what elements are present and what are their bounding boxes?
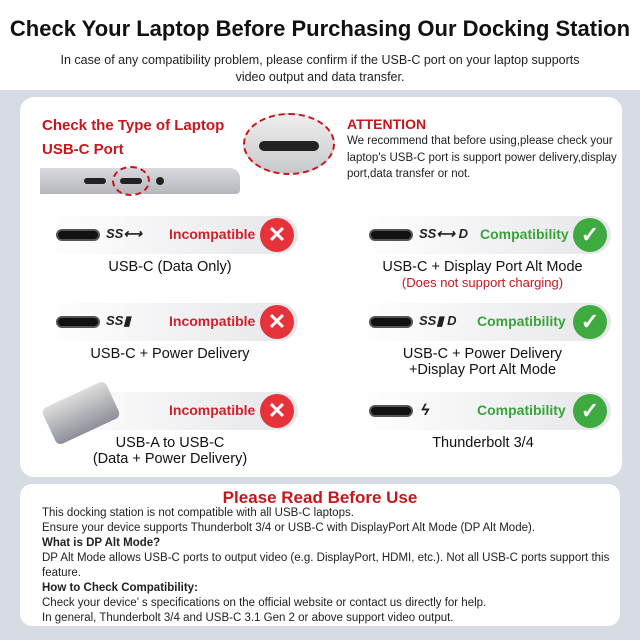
check-heading	[42, 114, 224, 162]
attention-body: We recommend that before using,please check your laptop's USB-C port is support power delivery,display port,data transfer or not.	[347, 135, 617, 180]
card-usb-c-data	[42, 216, 298, 254]
thunderbolt-icon: ϟ	[421, 402, 430, 419]
notice-line: Ensure your device supports Thunderbolt 3/4 or USB-C with DisplayPort Alt Mode (DP Alt Mode).	[42, 522, 536, 534]
port-icon	[259, 141, 319, 151]
card-label	[340, 259, 625, 291]
card-label: USB-C + Power Delivery	[90, 346, 250, 362]
card-usb-c-dp	[355, 216, 611, 254]
notice-subheading: What is DP Alt Mode?	[42, 537, 161, 549]
highlight-circle	[112, 166, 150, 196]
status-label: Incompatible	[169, 313, 256, 329]
x-icon: ✕	[260, 218, 294, 252]
card-note: +Display Port Alt Mode	[408, 362, 557, 378]
check-icon: ✓	[573, 305, 607, 339]
zoomed-port-image	[243, 113, 335, 175]
usb-c-plug-icon	[369, 316, 413, 328]
usb-c-plug-icon	[369, 405, 413, 417]
card-thunderbolt	[355, 392, 611, 430]
status-label: Incompatible	[169, 226, 256, 242]
card-label	[340, 346, 625, 378]
superspeed-icon: SS⟷	[106, 226, 142, 241]
status-label: Compatibility	[480, 226, 569, 242]
x-icon: ✕	[260, 394, 294, 428]
port-icon	[84, 178, 106, 184]
check-icon: ✓	[573, 218, 607, 252]
notice-line: This docking station is not compatible with all USB-C laptops.	[42, 507, 354, 519]
audio-jack-icon	[156, 177, 164, 185]
card-usb-c-pd-dp	[355, 303, 611, 341]
check-line2: USB-C Port	[42, 141, 124, 158]
status-label: Compatibility	[477, 313, 566, 329]
card-note: (Data + Power Delivery)	[92, 451, 248, 467]
card-note: (Does not support charging)	[401, 275, 564, 290]
notice-subheading: How to Check Compatibility:	[42, 582, 198, 594]
page-subtitle: In case of any compatibility problem, please confirm if the USB-C port on your laptop supports video output and data transfer.	[60, 53, 580, 84]
power-delivery-icon: SS▮	[106, 313, 131, 328]
notice-line: In general, Thunderbolt 3/4 and USB-C 3.1 Gen 2 or above support video output.	[42, 612, 454, 624]
usb-c-plug-icon	[369, 229, 413, 241]
x-icon: ✕	[260, 305, 294, 339]
check-line1: Check the Type of Laptop	[42, 117, 225, 134]
displayport-icon: SS⟷ D	[419, 226, 468, 241]
pd-displayport-icon: SS▮ D	[419, 313, 457, 328]
notice-body	[42, 506, 622, 626]
status-label: Incompatible	[169, 402, 256, 418]
status-label: Compatibility	[477, 402, 566, 418]
check-icon: ✓	[573, 394, 607, 428]
page-title: Check Your Laptop Before Purchasing Our Docking Station	[9, 16, 631, 41]
card-label: USB-C (Data Only)	[108, 259, 232, 275]
notice-title: Please Read Before Use	[222, 488, 418, 507]
usb-c-plug-icon	[56, 316, 100, 328]
card-label	[42, 435, 298, 467]
notice-line: Check your device’ s specifications on the official website or contact us directly for help.	[42, 597, 487, 609]
card-usb-c-pd	[42, 303, 298, 341]
card-label: Thunderbolt 3/4	[432, 435, 534, 451]
card-label-text: USB-A to USB-C	[115, 435, 225, 451]
notice-line: DP Alt Mode allows USB-C ports to output video (e.g. DisplayPort, HDMI, etc.). Not all USB-C ports support this feature.	[42, 552, 610, 579]
attention-title: ATTENTION	[347, 116, 427, 132]
usb-c-plug-icon	[56, 229, 100, 241]
card-label-text: USB-C + Display Port Alt Mode	[382, 259, 583, 275]
card-label-text: USB-C + Power Delivery	[402, 346, 563, 362]
